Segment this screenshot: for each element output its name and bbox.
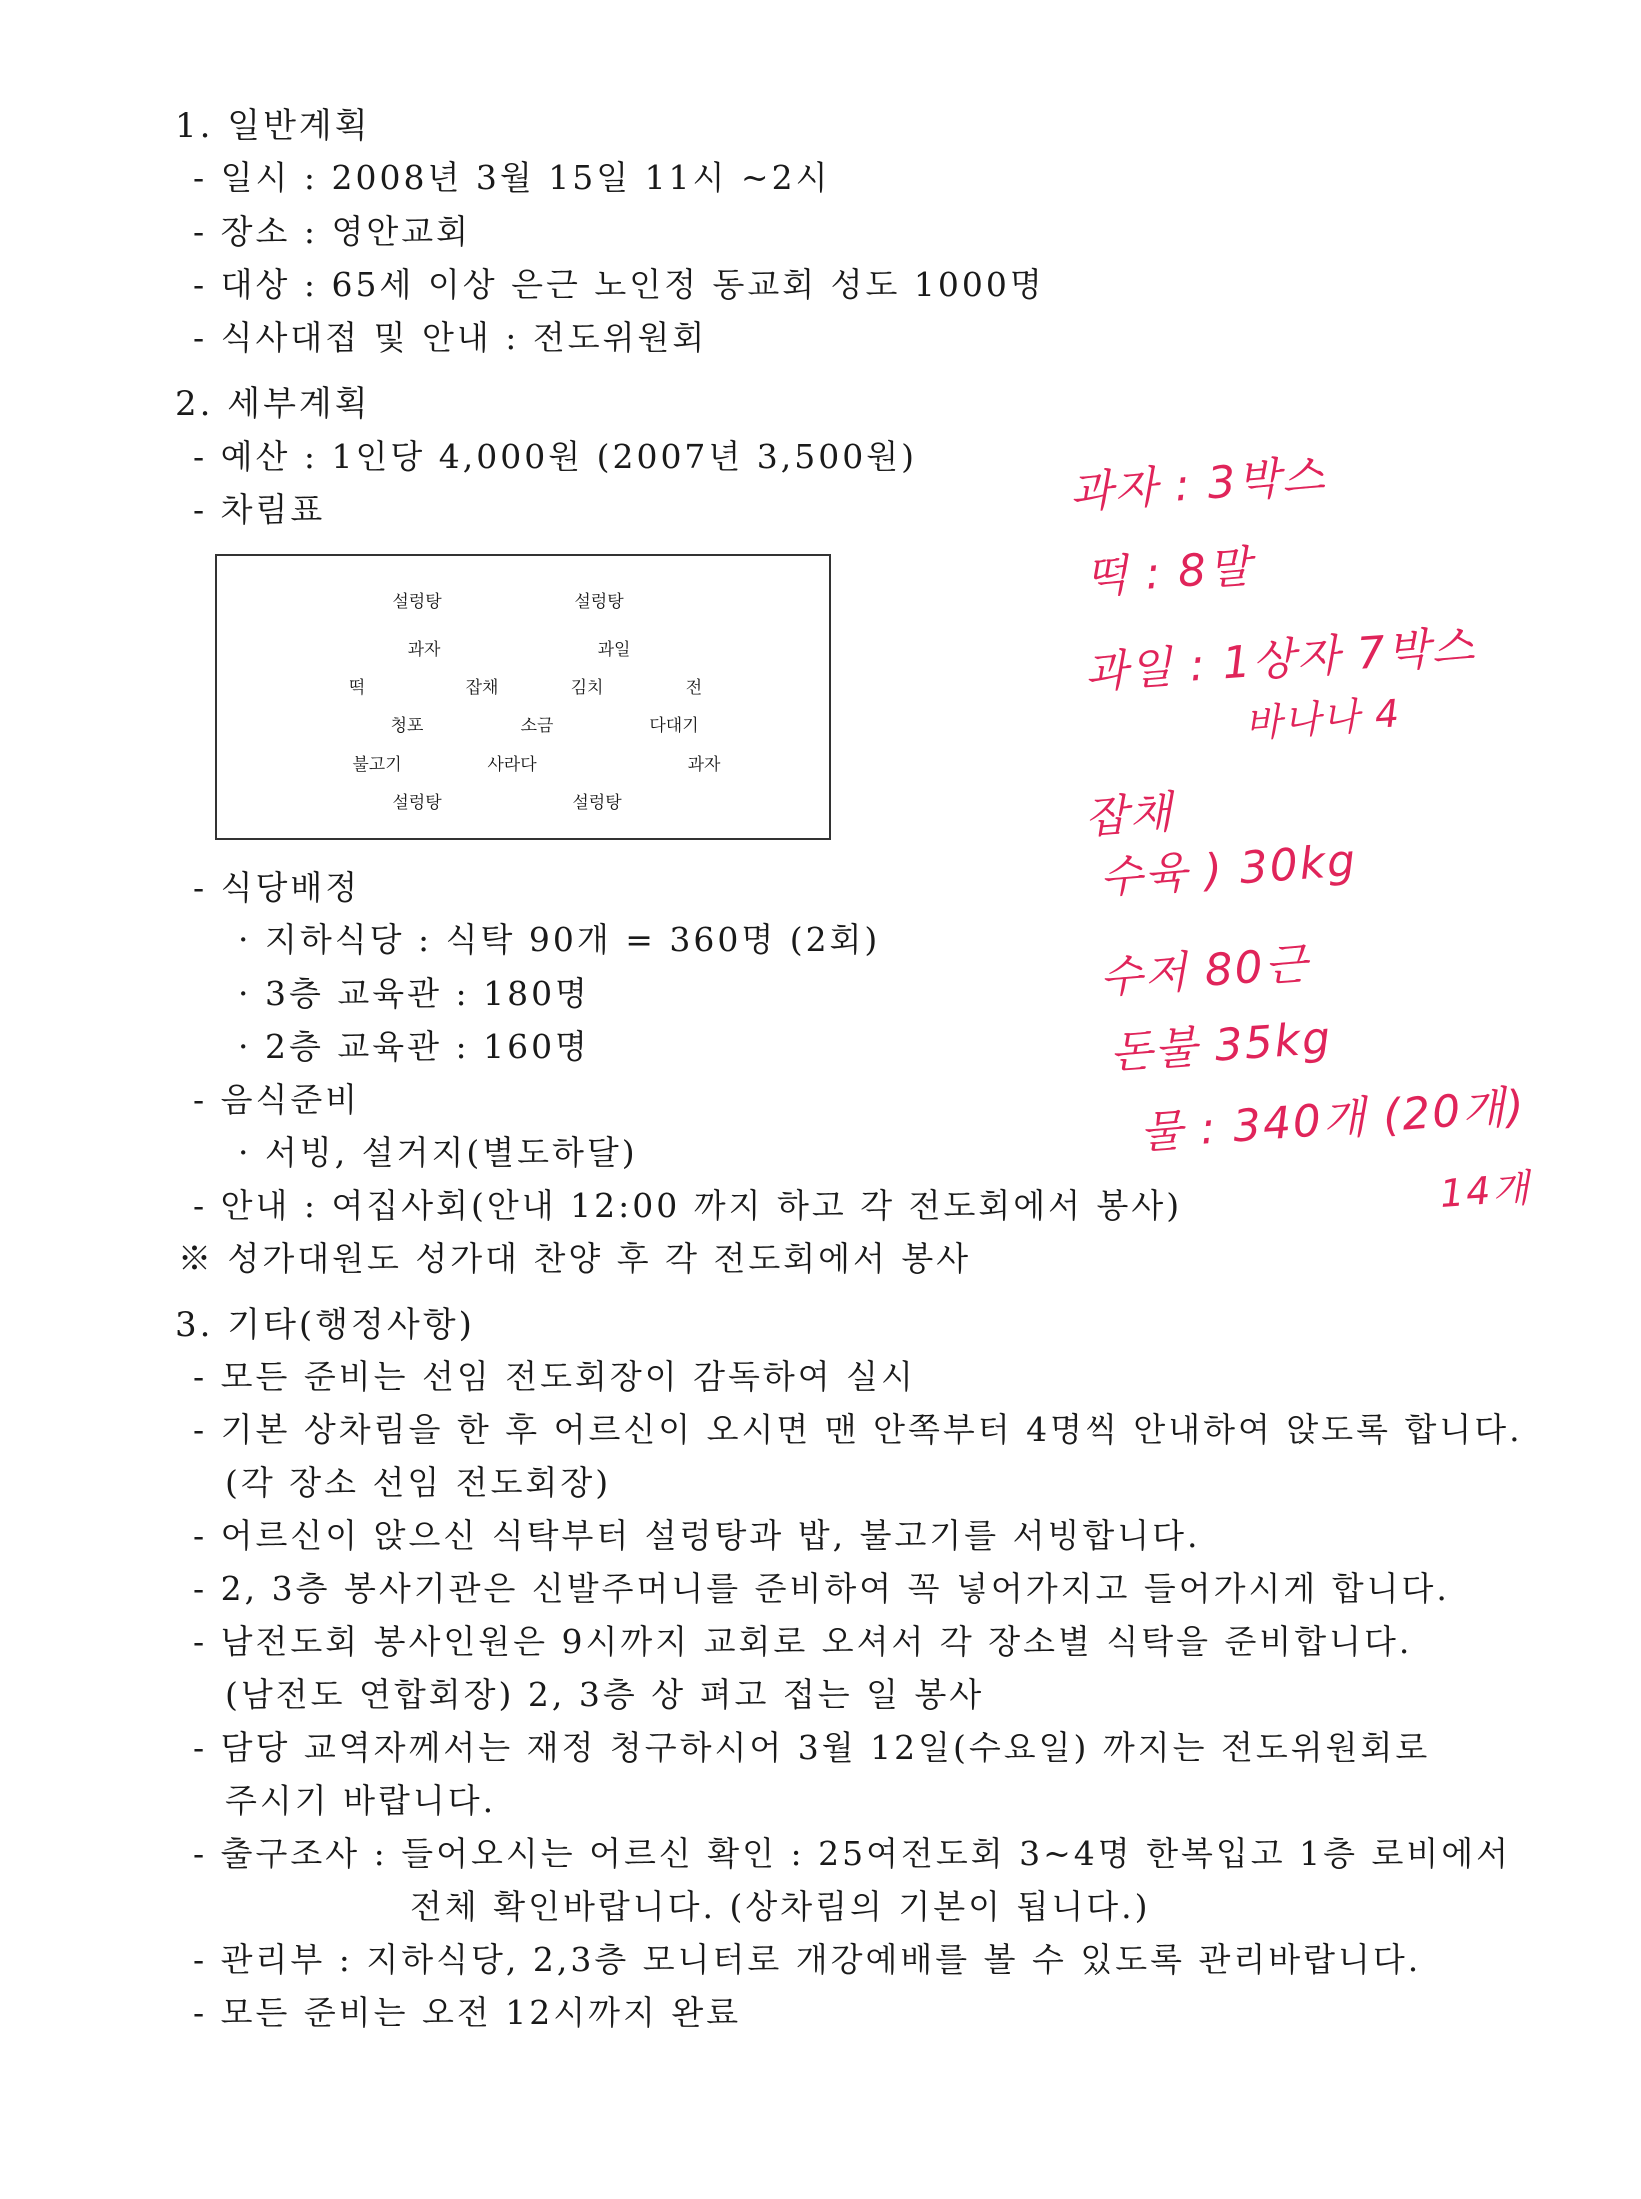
menu-item: 과일 (597, 640, 631, 660)
section3-line: 전체 확인바랍니다. (상차림의 기본이 됩니다.) (410, 1887, 1151, 1926)
menu-item: 김치 (570, 678, 604, 698)
section3-line: 주시기 바랍니다. (225, 1781, 497, 1820)
handwritten-note: 과자 : 3박스 (1068, 450, 1328, 519)
section1-item-date: - 일시 : 2008년 3월 15일 11시 ~2시 (193, 158, 831, 197)
menu-item: 다대기 (649, 716, 699, 736)
section3-line: - 2, 3층 봉사기관은 신발주머니를 준비하여 꼭 넣어가지고 들어가시게 합니다. (193, 1569, 1450, 1608)
section3-line: (남전도 연합회장) 2, 3층 상 펴고 접는 일 봉사 (225, 1675, 985, 1714)
menu-item: 설렁탕 (392, 592, 442, 612)
handwritten-note: 물 : 340개 (20개) (1138, 1081, 1528, 1159)
dining-floor3: · 3층 교육관 : 180명 (238, 974, 590, 1013)
menu-item: 설렁탕 (572, 793, 622, 813)
handwritten-note: 14개 (1438, 1165, 1533, 1216)
dining-floor2: · 2층 교육관 : 160명 (238, 1027, 590, 1066)
section3-line: - 모든 준비는 오전 12시까지 완료 (193, 1993, 742, 2032)
menu-item: 과자 (687, 755, 721, 775)
section1-item-place: - 장소 : 영안교회 (193, 212, 472, 251)
handwritten-note: 잡채 (1083, 786, 1176, 844)
dining-basement: · 지하식당 : 식탁 90개 = 360명 (2회) (238, 920, 881, 959)
menu-table (215, 554, 831, 840)
handwritten-note: 과일 : 1상자 7박스 (1083, 620, 1478, 699)
food-label: - 음식준비 (193, 1080, 361, 1119)
handwritten-note: 떡 : 8말 (1083, 541, 1255, 604)
menu-item: 불고기 (352, 755, 402, 775)
menu-item: 과자 (407, 640, 441, 660)
section2-title: 2. 세부계획 (175, 384, 371, 424)
section1-item-service: - 식사대접 및 안내 : 전도위원회 (193, 318, 708, 357)
menu-item: 전 (685, 678, 703, 698)
dining-label: - 식당배정 (193, 868, 361, 907)
section3-line: - 관리부 : 지하식당, 2,3층 모니터로 개강예배를 볼 수 있도록 관리바랍니다. (193, 1940, 1422, 1979)
budget-line: - 예산 : 1인당 4,000원 (2007년 3,500원) (193, 437, 918, 476)
section3-line: - 모든 준비는 선임 전도회장이 감독하여 실시 (193, 1357, 916, 1396)
section3-line: - 어르신이 앉으신 식탁부터 설렁탕과 밥, 불고기를 서빙합니다. (193, 1516, 1201, 1555)
menu-item: 잡채 (465, 678, 499, 698)
section3-line: - 출구조사 : 들어오시는 어르신 확인 : 25여전도회 3~4명 한복입고 1층 로비에서 (193, 1834, 1511, 1873)
menu-item: 떡 (348, 678, 366, 698)
handwritten-note: 수육 ) 30kg (1098, 835, 1359, 904)
handwritten-note: 수저 80근 (1098, 938, 1311, 1004)
choir-note: ※ 성가대원도 성가대 찬양 후 각 전도회에서 봉사 (178, 1239, 972, 1278)
menu-item: 설렁탕 (574, 592, 624, 612)
food-item: · 서빙, 설거지(별도하달) (238, 1133, 638, 1172)
section3-line: (각 장소 선임 전도회장) (225, 1463, 612, 1502)
section1-title: 1. 일반계획 (175, 106, 371, 146)
menu-item: 청포 (390, 716, 424, 736)
section3-line: - 담당 교역자께서는 재정 청구하시어 3월 12일(수요일) 까지는 전도위원회로 (193, 1728, 1431, 1767)
menu-label: - 차림표 (193, 490, 326, 529)
section1-item-target: - 대상 : 65세 이상 은근 노인정 동교회 성도 1000명 (193, 265, 1045, 304)
guide-line: - 안내 : 여집사회(안내 12:00 까지 하고 각 전도회에서 봉사) (193, 1186, 1183, 1225)
handwritten-note: 돈불 35kg (1108, 1012, 1334, 1079)
section3-line: - 기본 상차림을 한 후 어르신이 오시면 맨 안쪽부터 4명씩 안내하여 앉도록 합니다. (193, 1410, 1523, 1449)
menu-item: 사라다 (487, 755, 537, 775)
section3-title: 3. 기타(행정사항) (175, 1305, 475, 1345)
menu-item: 설렁탕 (392, 793, 442, 813)
handwritten-note: 바나나 4 (1243, 691, 1403, 746)
menu-item: 소금 (520, 716, 554, 736)
section3-line: - 남전도회 봉사인원은 9시까지 교회로 오셔서 각 장소별 식탁을 준비합니다. (193, 1622, 1413, 1661)
